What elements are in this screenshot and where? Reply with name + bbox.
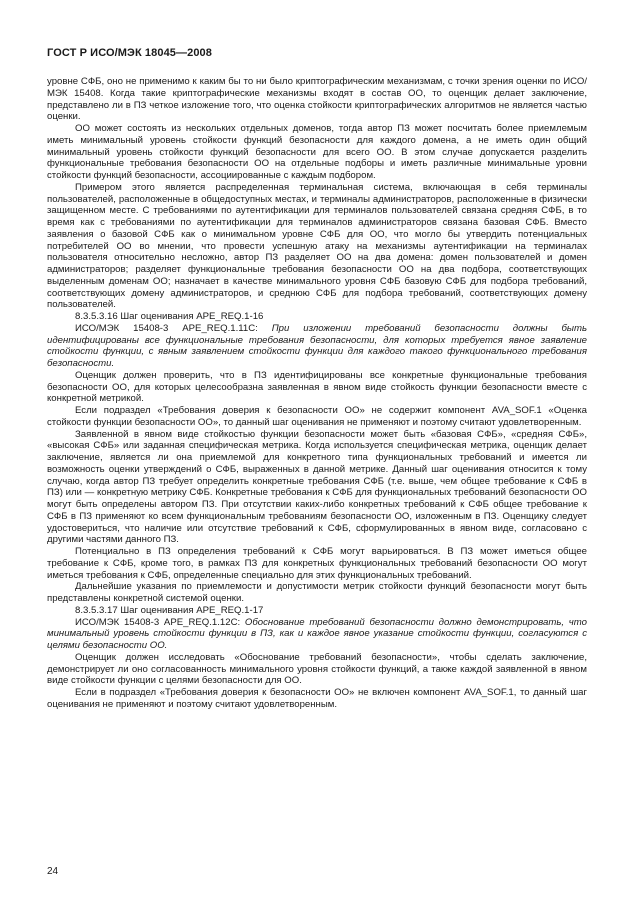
paragraph-text: ОО может состоять из нескольких отдельных доменов, тогда автор ПЗ может посчитать более приемлемым иметь минимальный уровень стойкости функций безопасности для каждого домена, а не иметь один общий минимальный уровень стойкости функций безопасности для всего ОО. В этом случае допускается разделить функциональные требования безопасности ОО на отдельные подборы и иметь различные минимальные уровни стойкости функций безопасности, ассоциированные с каждым подбором. (47, 123, 587, 181)
body-paragraph (47, 652, 587, 687)
body-paragraph (47, 370, 587, 405)
body-paragraph (47, 429, 587, 547)
document-header: ГОСТ Р ИСО/МЭК 18045—2008 (47, 47, 212, 59)
paragraph-text: Примером этого является распределенная терминальная система, включающая в себя терминалы пользователей, расположенные в общедоступных местах, и терминалы администраторов, расположенные в физически защищенном месте. С требованиями по аутентификации для терминалов пользователей связана средняя СФБ, в то время как с требованиями по аутентификации для терминалов администраторов связана базовая СФБ. Вместо заявления о базовой СФБ как о минимальном уровне СФБ для ОО, что могло бы утвердить потенциальных потребителей ОО во мнении, что провести успешную атаку на механизмы аутентификации на терминалах пользователя относительно несложно, автор ПЗ разделяет ОО на два домена: домен пользователей и домен администраторов; разделяет функциональные требования безопасности ОО на два подбора, соответствующих выделенным доменам ОО; назначает в качестве минимального уровня СФБ базовую СФБ для подбора требований, соответствующих домену администраторов, и среднюю СФБ для подбора требований, соответствующих домену пользователей. (47, 181, 587, 311)
body-paragraph (47, 182, 587, 311)
paragraph-text: уровне СФБ, оно не применимо к каким бы то ни было криптографическим механизмам, с точки зрения оценки по ИСО/МЭК 15408. Когда такие криптографические механизмы входят в состав ОО, то оценщик делает заключение, представлено ли в ПЗ четкое изложение того, что оценка стойкости криптографических алгоритмов не является частью оценки. (47, 76, 587, 123)
body-paragraph (47, 405, 587, 429)
paragraph-text: Заявленной в явном виде стойкостью функции безопасности может быть «базовая СФБ», «средняя СФБ», «высокая СФБ» или заданная специфическая метрика. Когда используется специфическая метрика, оценщик делает заключение, является ли она приемлемой для конкретного типа функциональных требований и имеется ли возможность оценки утверждений о СФБ, выраженных в данной метрике. Данный шаг оценивания относится к тому случаю, когда автор ПЗ требует определить конкретные требования СФБ (т.е. выше, чем общее требование к СФБ в ПЗ) или — конкретную метрику СФБ. Конкретные требования к СФБ для функциональных требований безопасности ОО могут быть определены автором ПЗ. При отсутствии каких-либо конкретных требований к СФБ общее требование к СФБ в ПЗ применяют ко всем функциональным требованиям безопасности ОО, изложенным в ПЗ. Оценщику следует удостовериться, что наличие или отсутствие требований к СФБ, сформулированных в явном виде, согласовано с другими частями данного ПЗ. (47, 428, 587, 546)
paragraph-text: Дальнейшие указания по приемлемости и допустимости метрик стойкости функций безопасности могут быть представлены конкретной системой оценки. (47, 581, 587, 604)
paragraph-text: 8.3.5.3.16 Шаг оценивания APE_REQ.1-16 (75, 311, 264, 322)
paragraph-text: ИСО/МЭК 15408-3 APE_REQ.1.12C: (75, 616, 245, 628)
requirement-quote: При изложении требований безопасности должны быть идентифицированы все функциональные требования безопасности, для которых требуется явное заявление стойкости функции, с явным заявлением стойкости функции для каждого такого функционального требования безопасности. (47, 322, 587, 369)
paragraph-text: Если подраздел «Требования доверия к безопасности ОО» не содержит компонент AVA_SOF.1 «Оценка стойкости функции безопасности ОО», то данный шаг оценивания не применяют и поэтому считают удовлетворенным. (47, 405, 587, 428)
body-paragraph (47, 687, 587, 711)
evaluation-step-heading (47, 605, 587, 617)
paragraph-text: ИСО/МЭК 15408-3 APE_REQ.1.11C: (75, 322, 272, 334)
body-paragraph (47, 76, 587, 123)
body-paragraph (47, 581, 587, 605)
requirement-quote: Обоснование требований безопасности должно демонстрировать, что минимальный уровень стойкости функции в ПЗ, как и каждое явное указание стойкости функции, согласуются с целями безопасности ОО. (47, 616, 587, 651)
body-paragraph (47, 323, 587, 370)
document-body (47, 76, 587, 711)
page-number: 24 (47, 866, 59, 877)
paragraph-text: Оценщик должен проверить, что в ПЗ идентифицированы все конкретные функциональные требования безопасности ОО, для которых целесообразна заявленная в явном виде стойкость функции безопасности вместе с конкретной метрикой. (47, 369, 587, 405)
paragraph-text: Если в подраздел «Требования доверия к безопасности ОО» не включен компонент AVA_SOF.1, то данный шаг оценивания не применяют и поэтому считают удовлетворенным. (47, 687, 587, 710)
paragraph-text: Потенциально в ПЗ определения требований к СФБ могут варьироваться. В ПЗ может иметься общее требование к СФБ, кроме того, в рамках ПЗ для конкретных функциональных требований безопасности ОО могут иметься требования к СФБ, определенные специально для этих функциональных требований. (47, 546, 587, 581)
paragraph-text: Оценщик должен исследовать «Обоснование требований безопасности», чтобы сделать заключение, демонстрирует ли оно согласованность минимального уровня стойкости функций, а также каждой заявленной в явном виде стойкости функции с целями безопасности для ОО. (47, 651, 587, 687)
body-paragraph (47, 546, 587, 581)
body-paragraph (47, 617, 587, 652)
body-paragraph (47, 123, 587, 182)
paragraph-text: 8.3.5.3.17 Шаг оценивания APE_REQ.1-17 (75, 604, 264, 616)
evaluation-step-heading (47, 311, 587, 323)
